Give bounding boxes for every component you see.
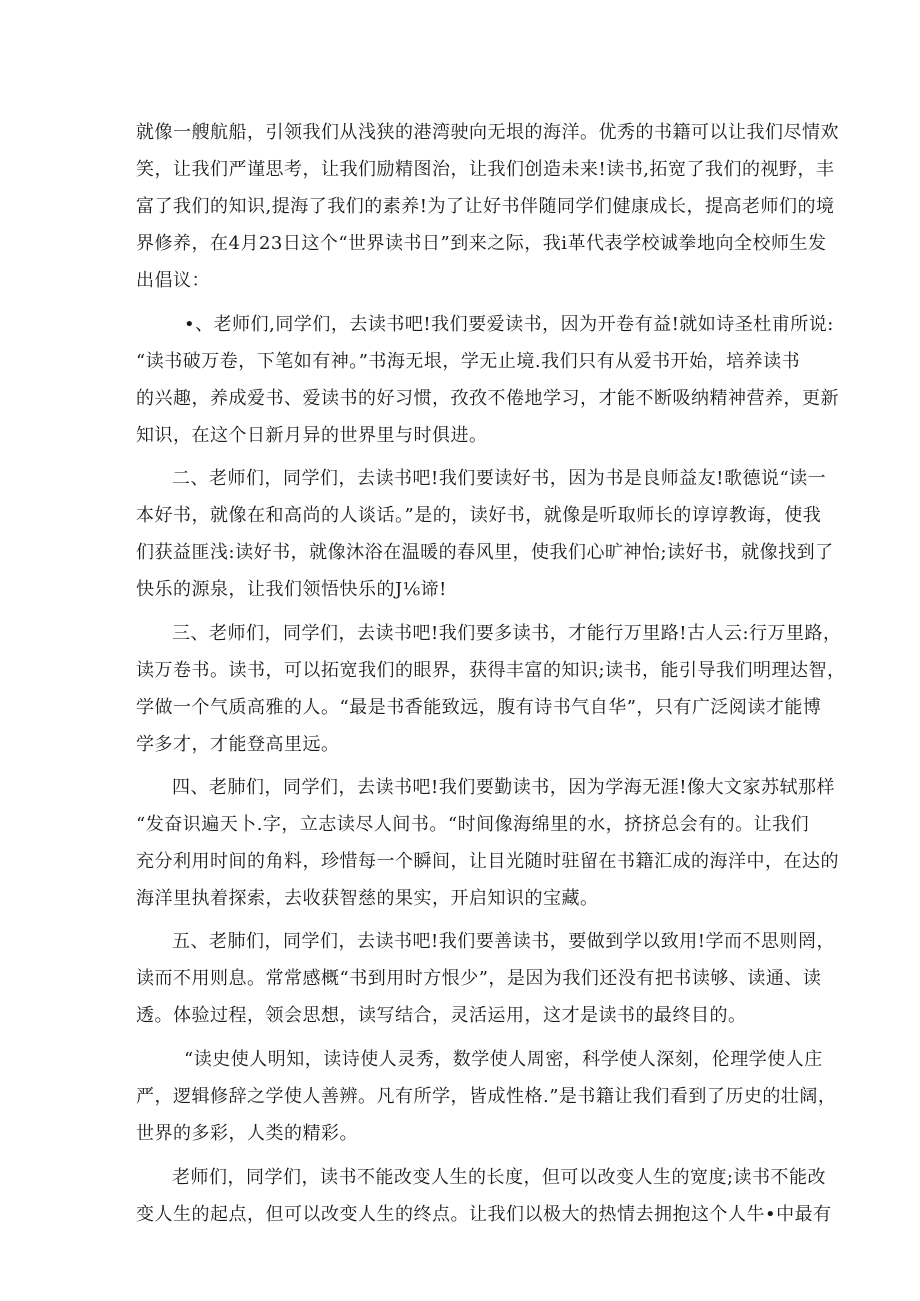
text-line: “读史使人明知，读诗使人灵秀，数学使人周密，科学使人深刻，伦理学使人庄 [184,1049,823,1070]
text-line: 四、老肺们，同学们，去读书吧!我们要勤读书，因为学海无涯!像大文家苏轼那样 [172,777,835,798]
text-line: 严，逻辑修辞之学使人善辨。凡有所学，皆成性格.”是书籍让我们看到了历史的壮阔， [136,1086,837,1107]
text-line: 老师们，同学们，读书不能改变人生的长度，但可以改变人生的宽度;读书不能改 [172,1167,827,1188]
text-line: 本好书，就像在和高尚的人谈话。”是的，读好书，就像是听取师长的谆谆教诲，使我 [136,505,822,526]
text-line: 二、老师们，同学们，去读书吧!我们要读好书，因为书是良师益友!歌德说“读一 [172,468,827,489]
text-line: 知识，在这个日新月异的世界里与时俱进。 [136,425,488,446]
text-line: 透。体验过程，领会思想，读写结合，灵活运用，这才是读书的最终目的。 [136,1005,747,1026]
text-line: 界修养，在4月23日这个“世界读书日”到来之际，我i革代表学校诚拳地向全校师生发 [136,233,827,254]
text-line: 读万卷书。读书，可以拓宽我们的眼界，获得丰富的知识;读书，能引导我们明理达智， [136,660,846,681]
text-line: 读而不用则息。常常感概“书到用时方恨少”，是因为我们还没有把书读够、读通、读 [136,968,822,989]
text-line: 出倡议： [136,270,210,291]
text-line: 充分利用时间的角料，珍惜每一个瞬间，让目光随时驻留在书籍汇成的海洋中，在达的 [136,851,839,872]
text-line: 笑，让我们严谨思考，让我们励精图治，让我们创造未来!读书,拓宽了我们的视野，丰 [136,159,835,180]
text-line: •、老师们,同学们，去读书吧!我们要爱读书，因为开卷有益!就如诗圣杜甫所说: [184,314,834,335]
text-line: 富了我们的知识,提海了我们的素养!为了让好书伴随同学们健康成长，提高老师们的境 [136,196,835,217]
text-line: 快乐的源泉，让我们领悟快乐的J⅙谛! [136,579,447,600]
text-line: 学做一个气质高雅的人。“最是书香能致远，腹有诗书气自华”，只有广泛阅读才能博 [136,697,822,718]
text-line: 五、老肺们，同学们，去读书吧!我们要善读书，要做到学以致用!学而不思则罔， [172,931,835,952]
text-line: 学多才，才能登高里远。 [136,734,340,755]
text-line: 们获益匪浅:读好书，就像沐浴在温暖的春风里，使我们心旷神怡;读好书，就像找到了 [136,542,834,563]
text-line: 海洋里执着探索，去收获智慈的果实，开启知识的宝藏。 [136,888,599,909]
text-line: 三、老师们，同学们，去读书吧!我们要多读书，才能行万里路!古人云:行万里路， [172,623,842,644]
text-line: “发奋识遍天卜.字，立志读尽人间书。“时间像海绵里的水，挤挤总会有的。让我们 [136,814,810,835]
text-line: 的兴趣，养成爱书、爱读书的好习惯，孜孜不倦地学习，才能不断吸纳精神营养，更新 [136,388,839,409]
text-line: “读书破万卷，下笔如有神。”书海无垠，学无止境.我们只有从爱书开始，培养读书 [136,351,801,372]
text-line: 世界的多彩，人类的精彩。 [136,1123,358,1144]
text-line: 就像一艘航船，引领我们从浅狭的港湾驶向无垠的海洋。优秀的书籍可以让我们尽情欢 [136,122,839,143]
text-line: 变人生的起点，但可以改变人生的终点。让我们以极大的热情去拥抱这个人牛•中最有 [136,1204,832,1225]
